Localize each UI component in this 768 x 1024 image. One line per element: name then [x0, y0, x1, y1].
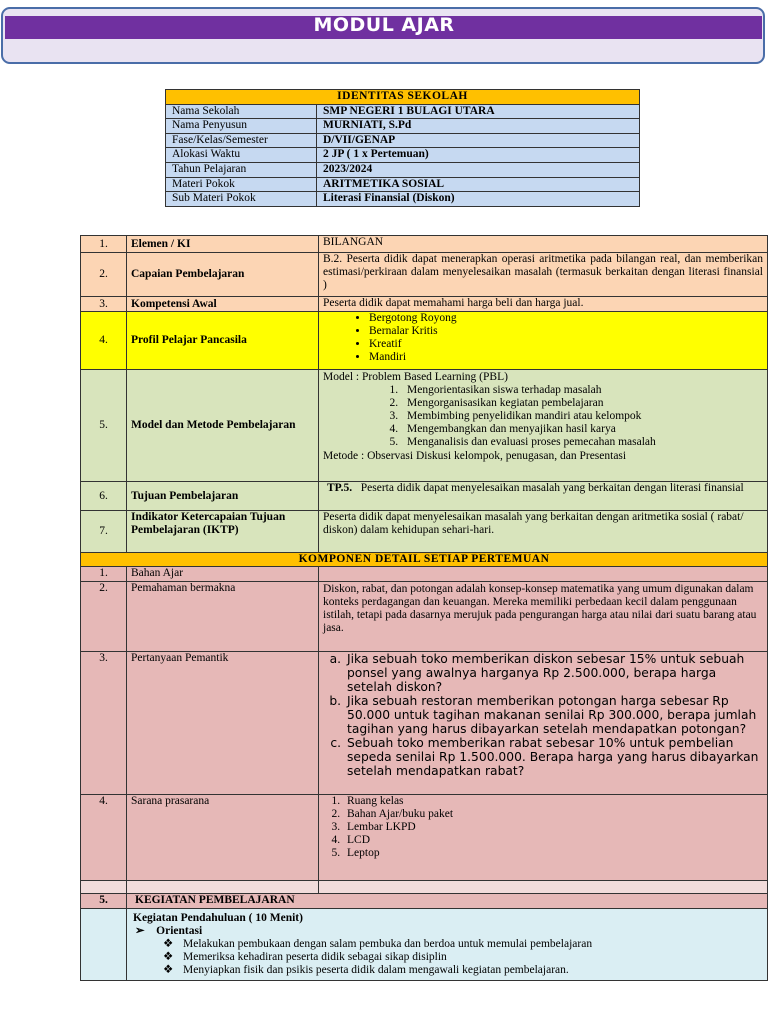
row-value [319, 482, 768, 511]
row-blank [81, 881, 768, 894]
tp-code: TP.5. [327, 482, 353, 494]
identitas-label: Nama Penyusun [166, 119, 317, 134]
row-label: Profil Pelajar Pancasila [127, 312, 319, 370]
identitas-row [166, 192, 640, 207]
list-item: 2. Bahan Ajar/buku paket [343, 808, 763, 821]
row-profil [81, 312, 768, 370]
pendahuluan-title: Kegiatan Pendahuluan ( 10 Menit) [133, 912, 303, 924]
identitas-row [166, 177, 640, 192]
row-value: B.2. Peserta didik dapat menerapkan operasi aritmetika pada bilangan real, dan memberikan estimasi/perkiraan dalam menyelesaikan masalah (termasuk berkaitan dengan literasi finansial ) [319, 253, 768, 297]
row-kompetensi [81, 297, 768, 312]
row-bahan-ajar [81, 567, 768, 582]
list-item: • Mandiri [369, 351, 763, 364]
model-intro: Model : Problem Based Learning (PBL) [323, 371, 508, 383]
row-label: Capaian Pembelajaran [127, 253, 319, 297]
pemantik-questions [323, 652, 763, 778]
identitas-row [166, 162, 640, 177]
row-value [319, 312, 768, 370]
row-number: 3. [81, 297, 127, 312]
row-label: Model dan Metode Pembelajaran [127, 370, 319, 482]
identitas-label: Tahun Pelajaran [166, 162, 317, 177]
identitas-header: IDENTITAS SEKOLAH [166, 90, 640, 105]
orientasi-item [133, 938, 763, 951]
modul-main-table [80, 235, 768, 981]
identitas-label: Materi Pokok [166, 177, 317, 192]
tp-text: Peserta didik dapat menyelesaikan masalah yang berkaitan dengan literasi finansial [360, 482, 744, 494]
identitas-row [166, 104, 640, 119]
row-number: 2. [81, 253, 127, 297]
model-steps [323, 384, 763, 449]
orientasi-text: Menyiapkan fisik dan psikis peserta didik dalam mengawali kegiatan pembelajaran. [183, 964, 569, 976]
row-kegiatan-detail [81, 909, 768, 981]
sarana-list [323, 795, 763, 860]
profil-list [323, 312, 763, 364]
row-number: 1. [81, 567, 127, 582]
list-item: • Bergotong Royong [369, 312, 763, 325]
identitas-value: 2023/2024 [317, 162, 640, 177]
diamond-bullet-icon: ❖ [163, 964, 174, 976]
orientasi-heading [133, 925, 763, 938]
identitas-sekolah-table [165, 89, 640, 207]
row-label: Kompetensi Awal [127, 297, 319, 312]
row-pemantik [81, 652, 768, 795]
orientasi-text: Melakukan pembukaan dengan salam pembuka dan berdoa untuk memulai pembelajaran [183, 938, 593, 950]
identitas-row [166, 119, 640, 134]
list-item: 4. LCD [343, 834, 763, 847]
row-value: BILANGAN [319, 236, 768, 253]
row-label: Pemahaman bermakna [127, 582, 319, 652]
orientasi-label: Orientasi [156, 925, 203, 937]
komponen-header: KOMPONEN DETAIL SETIAP PERTEMUAN [81, 553, 768, 567]
identitas-label: Sub Materi Pokok [166, 192, 317, 207]
row-label: Tujuan Pembelajaran [127, 482, 319, 511]
row-capaian [81, 253, 768, 297]
row-number: 4. [81, 312, 127, 370]
row-label: Sarana prasarana [127, 795, 319, 881]
row-elemen [81, 236, 768, 253]
row-label: Indikator Ketercapaian Tujuan Pembelajaran (IKTP) [127, 511, 319, 553]
blank-cell [81, 881, 127, 894]
identitas-value: D/VII/GENAP [317, 133, 640, 148]
row-value [319, 370, 768, 482]
list-item: 4. Mengembangkan dan menyajikan hasil karya [401, 423, 763, 436]
list-item: • Bernalar Kritis [369, 325, 763, 338]
identitas-value: SMP NEGERI 1 BULAGI UTARA [317, 104, 640, 119]
row-label: Elemen / KI [127, 236, 319, 253]
list-item: 1. Ruang kelas [343, 795, 763, 808]
identitas-row [166, 148, 640, 163]
row-number: 7. [81, 511, 127, 553]
row-number: 6. [81, 482, 127, 511]
row-number: 3. [81, 652, 127, 795]
identitas-value: ARITMETIKA SOSIAL [317, 177, 640, 192]
question-item: a. Jika sebuah toko memberikan diskon sebesar 15% untuk sebuah ponsel yang awalnya harganya Rp 2.500.000, berapa harga setelah diskon? [345, 652, 763, 694]
diamond-bullet-icon: ❖ [163, 951, 174, 963]
identitas-value: 2 JP ( 1 x Pertemuan) [317, 148, 640, 163]
identitas-label: Nama Sekolah [166, 104, 317, 119]
row-model [81, 370, 768, 482]
list-item: 3. Membimbing penyelidikan mandiri atau kelompok [401, 410, 763, 423]
row-value: Peserta didik dapat menyelesaikan masalah yang berkaitan dengan aritmetika sosial ( rabat/ diskon) dalam kehidupan sehari-hari. [319, 511, 768, 553]
arrow-bullet-icon: ➢ [135, 925, 145, 937]
metode-text: Metode : Observasi Diskusi kelompok, penugasan, dan Presentasi [323, 450, 627, 462]
list-item: 1. Mengorientasikan siswa terhadap masalah [401, 384, 763, 397]
row-kegiatan-header [81, 894, 768, 909]
question-item: b. Jika sebuah restoran memberikan potongan harga sebesar Rp 50.000 untuk tagihan makanan senilai Rp 300.000, berapa jumlah tagihan yang harus dibayarkan setelah mendapatkan potongan? [345, 694, 763, 736]
row-pemahaman [81, 582, 768, 652]
identitas-header-row [166, 90, 640, 105]
row-value [319, 652, 768, 795]
identitas-row [166, 133, 640, 148]
komponen-header-row [81, 553, 768, 567]
blank-cell [81, 909, 127, 981]
list-item: 5. Menganalisis dan evaluasi proses pemecahan masalah [401, 436, 763, 449]
orientasi-item [133, 951, 763, 964]
row-number: 2. [81, 582, 127, 652]
row-number: 4. [81, 795, 127, 881]
row-sarana [81, 795, 768, 881]
row-label: Pertanyaan Pemantik [127, 652, 319, 795]
document-title: MODUL AJAR [313, 14, 455, 36]
row-iktp [81, 511, 768, 553]
row-number: 5. [81, 370, 127, 482]
identitas-label: Alokasi Waktu [166, 148, 317, 163]
list-item: 2. Mengorganisasikan kegiatan pembelajaran [401, 397, 763, 410]
blank-cell [127, 881, 319, 894]
row-label: Bahan Ajar [127, 567, 319, 582]
kegiatan-title: KEGIATAN PEMBELAJARAN [127, 894, 768, 909]
identitas-value: MURNIATI, S.Pd [317, 119, 640, 134]
list-item: • Kreatif [369, 338, 763, 351]
blank-cell [319, 881, 768, 894]
orientasi-text: Memeriksa kehadiran peserta didik sebagai sikap disiplin [183, 951, 447, 963]
row-value: Diskon, rabat, dan potongan adalah konsep-konsep matematika yang umum digunakan dalam konteks perdagangan dan keuangan. Mereka memiliki perbedaan kecil dalam penggunaan istilah, tetapi pada dasarnya merujuk pada pengurangan harga atau nilai dari suatu barang atau jasa. [319, 582, 768, 652]
row-value: Peserta didik dapat memahami harga beli dan harga jual. [319, 297, 768, 312]
row-tujuan [81, 482, 768, 511]
row-value [319, 795, 768, 881]
diamond-bullet-icon: ❖ [163, 938, 174, 950]
orientasi-item [133, 964, 763, 977]
identitas-value: Literasi Finansial (Diskon) [317, 192, 640, 207]
list-item: 3. Lembar LKPD [343, 821, 763, 834]
row-number: 5. [81, 894, 127, 909]
identitas-label: Fase/Kelas/Semester [166, 133, 317, 148]
row-value [319, 567, 768, 582]
kegiatan-content [127, 909, 768, 981]
row-number: 1. [81, 236, 127, 253]
question-item: c. Sebuah toko memberikan rabat sebesar 10% untuk pembelian sepeda senilai Rp 1.500.000. Berapa harga yang harus dibayarkan setelah mendapatkan rabat? [345, 736, 763, 778]
list-item: 5. Leptop [343, 847, 763, 860]
